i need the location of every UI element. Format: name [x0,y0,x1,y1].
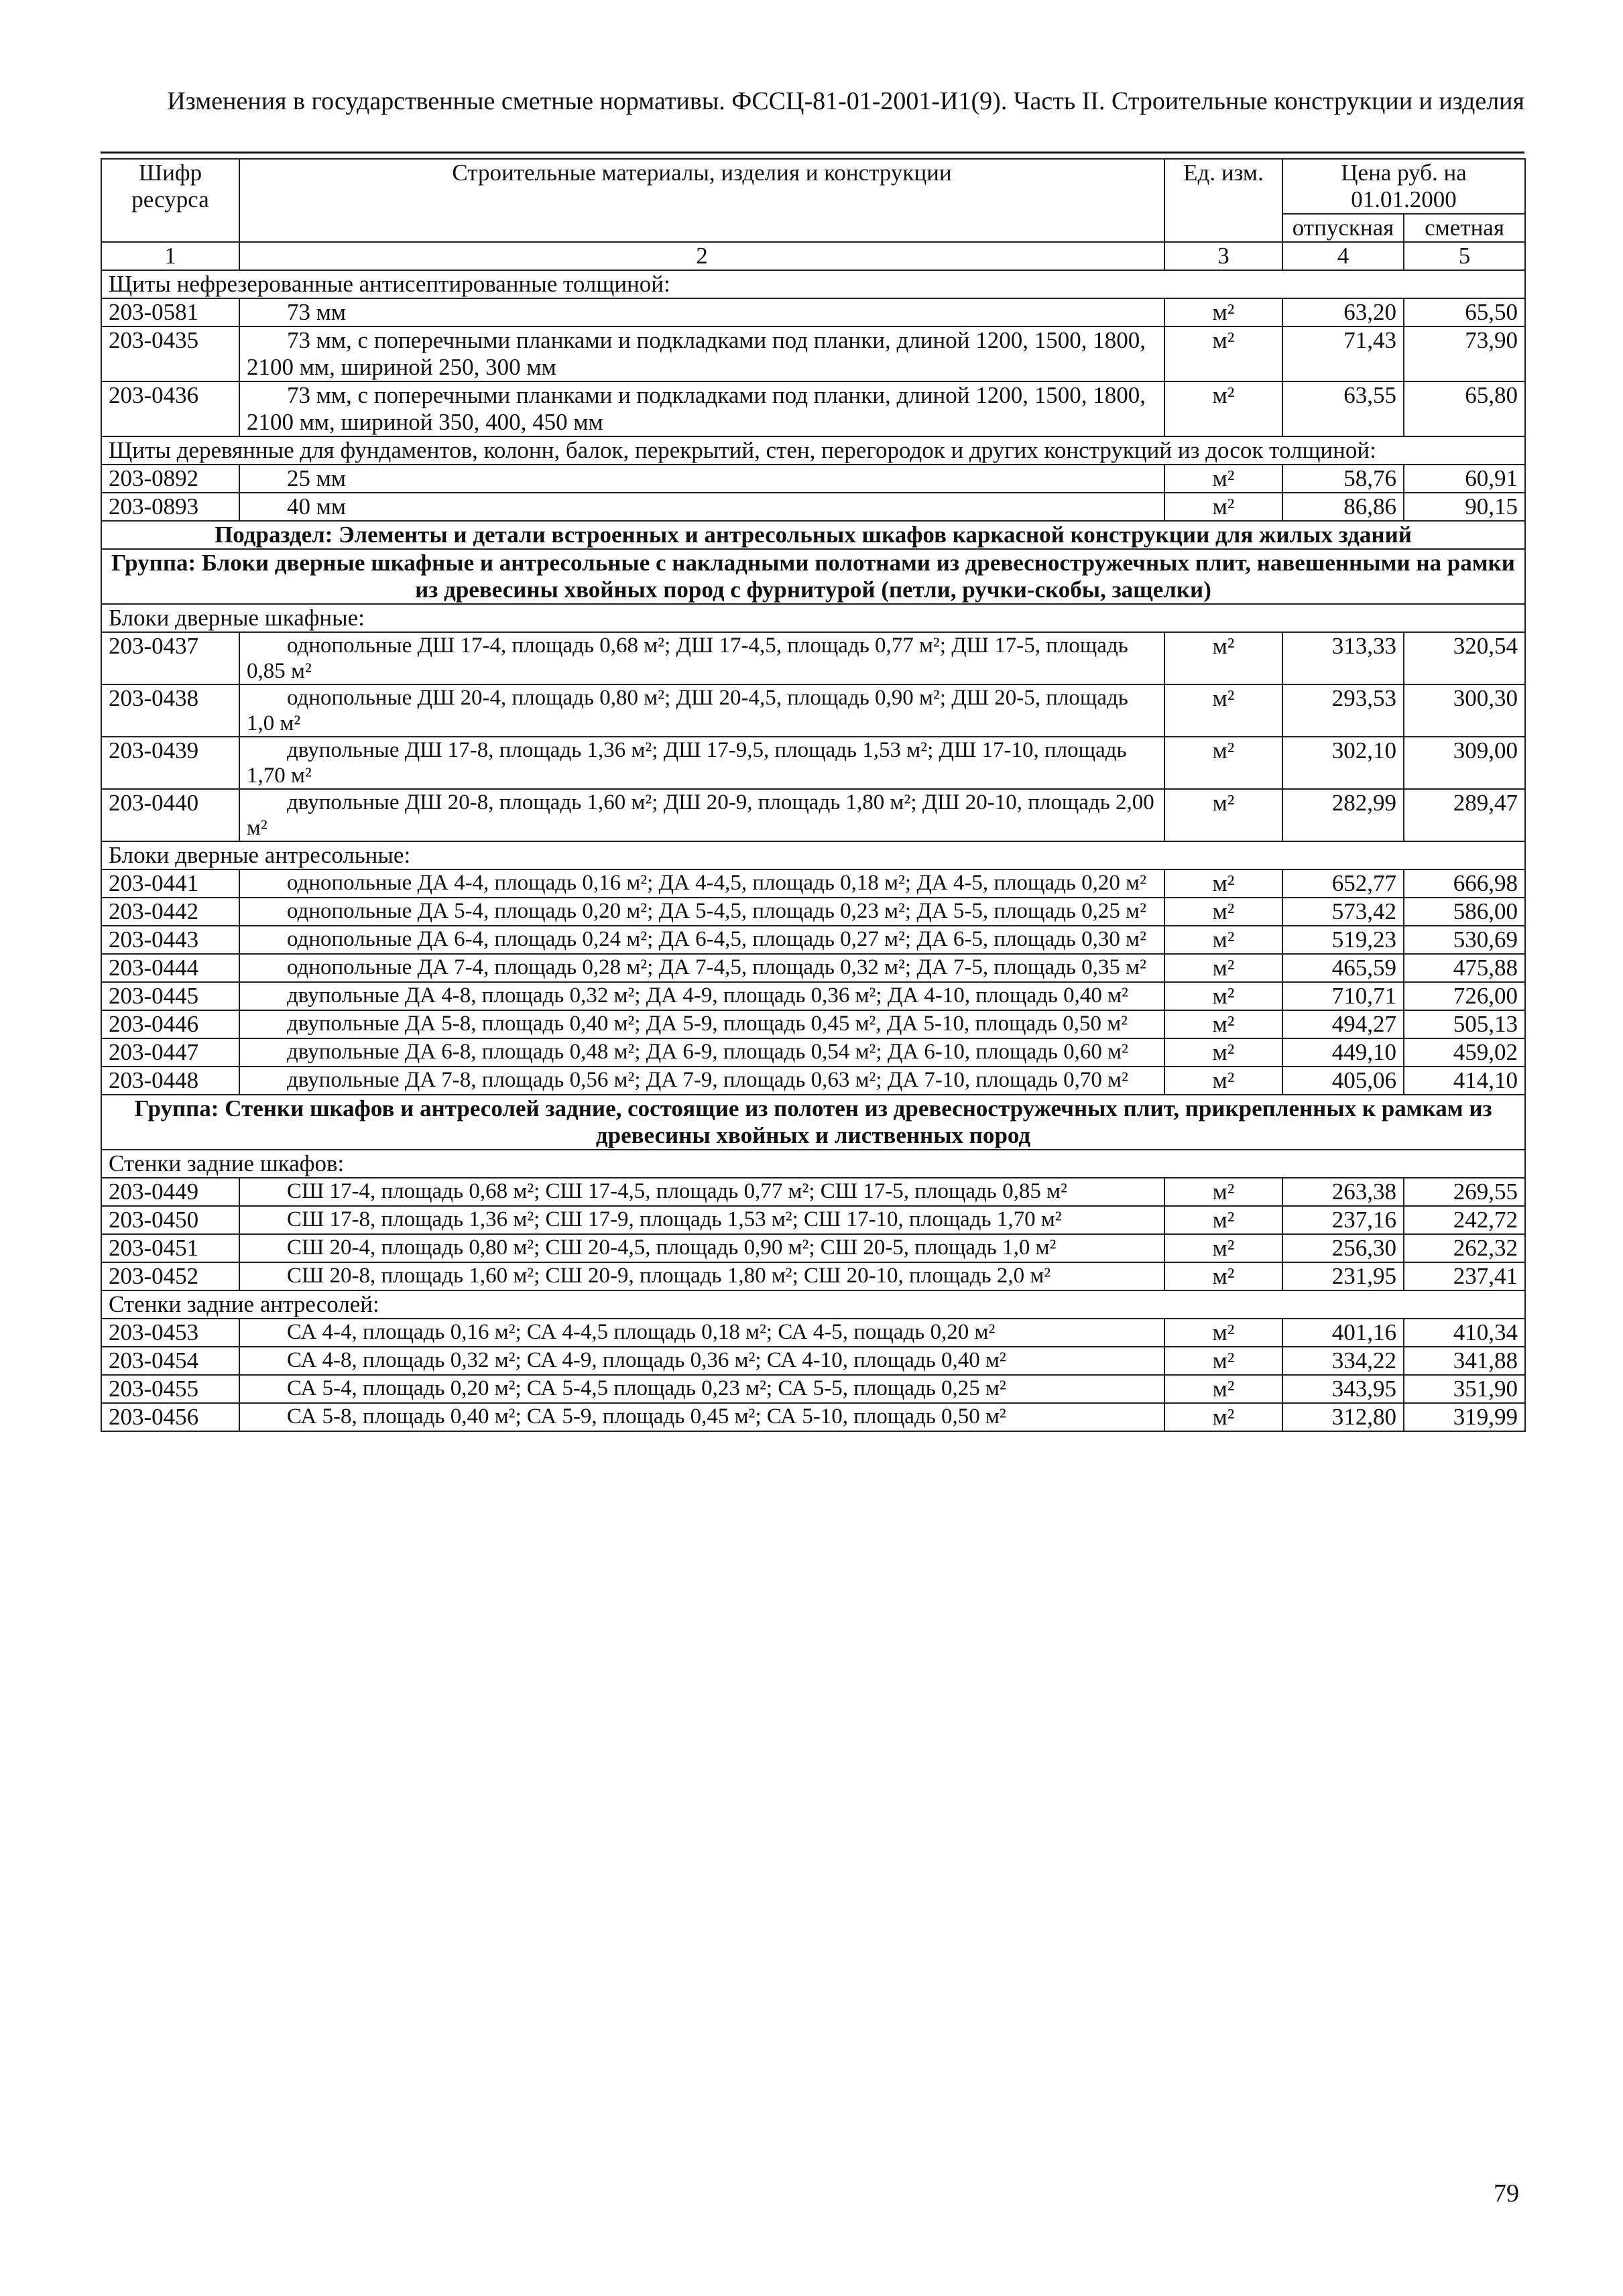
table-row [101,465,1525,493]
material-description: СШ 20-8, площадь 1,60 м²; СШ 20-9, площадь 1,80 м²; СШ 20-10, площадь 2,0 м² [239,1262,1164,1290]
release-price: 449,10 [1282,1038,1404,1067]
estimate-price: 289,47 [1404,789,1525,841]
resource-code: 203-0450 [101,1206,239,1234]
material-description: двупольные ДШ 17-8, площадь 1,36 м²; ДШ 17-9,5, площадь 1,53 м²; ДШ 17-10, площадь 1,70 м² [239,737,1164,789]
material-description: однопольные ДА 5-4, площадь 0,20 м²; ДА 5-4,5, площадь 0,23 м²; ДА 5-5, площадь 0,25 м² [239,898,1164,926]
col-header-code: Шифр ресурса [101,159,239,242]
resource-code: 203-0892 [101,465,239,493]
resource-code: 203-0449 [101,1178,239,1206]
col-number: 5 [1404,242,1525,270]
resource-code: 203-0448 [101,1067,239,1095]
col-header-unit: Ед. изм. [1164,159,1282,242]
release-price: 263,38 [1282,1178,1404,1206]
estimate-price: 242,72 [1404,1206,1525,1234]
header-rule [101,152,1524,154]
unit: м² [1164,954,1282,982]
release-price: 293,53 [1282,684,1404,737]
table-head [101,159,1525,270]
release-price: 334,22 [1282,1347,1404,1375]
table-row [101,381,1525,436]
table-row [101,898,1525,926]
material-description: СШ 17-4, площадь 0,68 м²; СШ 17-4,5, площадь 0,77 м²; СШ 17-5, площадь 0,85 м² [239,1178,1164,1206]
resource-code: 203-0893 [101,493,239,521]
estimate-price: 73,90 [1404,326,1525,381]
material-description: двупольные ДШ 20-8, площадь 1,60 м²; ДШ 20-9, площадь 1,80 м²; ДШ 20-10, площадь 2,00 м² [239,789,1164,841]
price-table [101,158,1526,1432]
table-row [101,1067,1525,1095]
unit: м² [1164,982,1282,1010]
col-header-release-price: отпускная [1282,214,1404,242]
table-row [101,1403,1525,1431]
table-row [101,737,1525,789]
estimate-price: 309,00 [1404,737,1525,789]
material-description: двупольные ДА 5-8, площадь 0,40 м²; ДА 5-9, площадь 0,45 м², ДА 5-10, площадь 0,50 м² [239,1010,1164,1038]
resource-code: 203-0440 [101,789,239,841]
material-description: 73 мм [239,298,1164,326]
table-row [101,1038,1525,1067]
material-description: двупольные ДА 4-8, площадь 0,32 м²; ДА 4-9, площадь 0,36 м²; ДА 4-10, площадь 0,40 м² [239,982,1164,1010]
group-title-row [101,1095,1525,1150]
resource-code: 203-0437 [101,632,239,684]
estimate-price: 530,69 [1404,926,1525,954]
table-row [101,1178,1525,1206]
material-description: СА 5-8, площадь 0,40 м²; СА 5-9, площадь 0,45 м²; СА 5-10, площадь 0,50 м² [239,1403,1164,1431]
release-price: 343,95 [1282,1375,1404,1403]
unit: м² [1164,1206,1282,1234]
unit: м² [1164,737,1282,789]
estimate-price: 351,90 [1404,1375,1525,1403]
unit: м² [1164,1403,1282,1431]
resource-code: 203-0453 [101,1319,239,1347]
resource-code: 203-0438 [101,684,239,737]
estimate-price: 410,34 [1404,1319,1525,1347]
estimate-price: 65,80 [1404,381,1525,436]
material-description: СА 4-4, площадь 0,16 м²; СА 4-4,5 площадь 0,18 м²; СА 4-5, пощадь 0,20 м² [239,1319,1164,1347]
subheading-row [101,270,1525,298]
resource-code: 203-0581 [101,298,239,326]
col-header-name: Строительные материалы, изделия и конструкции [239,159,1164,242]
page-header-title: Изменения в государственные сметные нормативы. ФССЦ-81-01-2001-И1(9). Часть II. Строительные конструкции и изделия [167,87,1524,115]
material-description: СА 4-8, площадь 0,32 м²; СА 4-9, площадь 0,36 м²; СА 4-10, площадь 0,40 м² [239,1347,1164,1375]
resource-code: 203-0441 [101,869,239,898]
material-description: 40 мм [239,493,1164,521]
material-description: однопольные ДШ 17-4, площадь 0,68 м²; ДШ 17-4,5, площадь 0,77 м²; ДШ 17-5, площадь 0,85 м² [239,632,1164,684]
release-price: 573,42 [1282,898,1404,926]
estimate-price: 269,55 [1404,1178,1525,1206]
col-number: 2 [239,242,1164,270]
material-description: двупольные ДА 6-8, площадь 0,48 м²; ДА 6-9, площадь 0,54 м²; ДА 6-10, площадь 0,60 м² [239,1038,1164,1067]
unit: м² [1164,1067,1282,1095]
subheading: Щиты нефрезерованные антисептированные толщиной: [101,270,1525,298]
resource-code: 203-0454 [101,1347,239,1375]
section-title-row [101,521,1525,549]
unit: м² [1164,1375,1282,1403]
material-description: однопольные ДШ 20-4, площадь 0,80 м²; ДШ 20-4,5, площадь 0,90 м²; ДШ 20-5, площадь 1,0 м² [239,684,1164,737]
estimate-price: 586,00 [1404,898,1525,926]
unit: м² [1164,898,1282,926]
unit: м² [1164,1347,1282,1375]
release-price: 465,59 [1282,954,1404,982]
table-row [101,1206,1525,1234]
material-description: СА 5-4, площадь 0,20 м²; СА 5-4,5 площадь 0,23 м²; СА 5-5, площадь 0,25 м² [239,1375,1164,1403]
table-row [101,326,1525,381]
resource-code: 203-0456 [101,1403,239,1431]
col-number: 3 [1164,242,1282,270]
resource-code: 203-0446 [101,1010,239,1038]
unit: м² [1164,1038,1282,1067]
group-title-row [101,549,1525,604]
material-description: однопольные ДА 7-4, площадь 0,28 м²; ДА 7-4,5, площадь 0,32 м²; ДА 7-5, площадь 0,35 м² [239,954,1164,982]
release-price: 63,20 [1282,298,1404,326]
table-row [101,298,1525,326]
material-description: 73 мм, с поперечными планками и подкладками под планки, длиной 1200, 1500, 1800, 2100 мм, шириной 250, 300 мм [239,326,1164,381]
material-description: 25 мм [239,465,1164,493]
material-description: однопольные ДА 6-4, площадь 0,24 м²; ДА 6-4,5, площадь 0,27 м²; ДА 6-5, площадь 0,30 м² [239,926,1164,954]
subheading: Щиты деревянные для фундаментов, колонн, балок, перекрытий, стен, перегородок и других конструкций из досок толщиной: [101,436,1525,465]
unit: м² [1164,1010,1282,1038]
table-row [101,1319,1525,1347]
estimate-price: 237,41 [1404,1262,1525,1290]
subheading-row [101,841,1525,869]
subheading-row [101,1290,1525,1319]
release-price: 312,80 [1282,1403,1404,1431]
subheading: Стенки задние шкафов: [101,1150,1525,1178]
estimate-price: 262,32 [1404,1234,1525,1262]
unit: м² [1164,493,1282,521]
unit: м² [1164,632,1282,684]
table-row [101,1375,1525,1403]
release-price: 237,16 [1282,1206,1404,1234]
table-body [101,270,1525,1431]
release-price: 58,76 [1282,465,1404,493]
release-price: 652,77 [1282,869,1404,898]
estimate-price: 414,10 [1404,1067,1525,1095]
estimate-price: 90,15 [1404,493,1525,521]
release-price: 71,43 [1282,326,1404,381]
estimate-price: 341,88 [1404,1347,1525,1375]
release-price: 405,06 [1282,1067,1404,1095]
estimate-price: 320,54 [1404,632,1525,684]
col-header-estimate-price: сметная [1404,214,1525,242]
table-row [101,493,1525,521]
subheading-row [101,604,1525,632]
material-description: СШ 20-4, площадь 0,80 м²; СШ 20-4,5, площадь 0,90 м²; СШ 20-5, площадь 1,0 м² [239,1234,1164,1262]
unit: м² [1164,326,1282,381]
col-number: 1 [101,242,239,270]
release-price: 282,99 [1282,789,1404,841]
resource-code: 203-0451 [101,1234,239,1262]
release-price: 519,23 [1282,926,1404,954]
resource-code: 203-0455 [101,1375,239,1403]
subheading: Блоки дверные антресольные: [101,841,1525,869]
unit: м² [1164,298,1282,326]
table-row [101,954,1525,982]
group-title: Группа: Стенки шкафов и антресолей задние, состоящие из полотен из древесностружечных плит, прикрепленных к рамкам из древесины хвойных и лиственных пород [101,1095,1525,1150]
resource-code: 203-0444 [101,954,239,982]
resource-code: 203-0442 [101,898,239,926]
material-description: СШ 17-8, площадь 1,36 м²; СШ 17-9, площадь 1,53 м²; СШ 17-10, площадь 1,70 м² [239,1206,1164,1234]
material-description: 73 мм, с поперечными планками и подкладками под планки, длиной 1200, 1500, 1800, 2100 мм, шириной 350, 400, 450 мм [239,381,1164,436]
table-row [101,684,1525,737]
release-price: 494,27 [1282,1010,1404,1038]
table-row [101,1010,1525,1038]
release-price: 710,71 [1282,982,1404,1010]
section-title: Подраздел: Элементы и детали встроенных и антресольных шкафов каркасной конструкции для жилых зданий [101,521,1525,549]
estimate-price: 505,13 [1404,1010,1525,1038]
release-price: 302,10 [1282,737,1404,789]
release-price: 313,33 [1282,632,1404,684]
table-row [101,789,1525,841]
resource-code: 203-0435 [101,326,239,381]
unit: м² [1164,1319,1282,1347]
table-row [101,1262,1525,1290]
subheading-row [101,1150,1525,1178]
unit: м² [1164,869,1282,898]
unit: м² [1164,465,1282,493]
resource-code: 203-0452 [101,1262,239,1290]
estimate-price: 319,99 [1404,1403,1525,1431]
resource-code: 203-0439 [101,737,239,789]
material-description: двупольные ДА 7-8, площадь 0,56 м²; ДА 7-9, площадь 0,63 м²; ДА 7-10, площадь 0,70 м² [239,1067,1164,1095]
unit: м² [1164,1262,1282,1290]
subheading: Блоки дверные шкафные: [101,604,1525,632]
release-price: 231,95 [1282,1262,1404,1290]
release-price: 63,55 [1282,381,1404,436]
resource-code: 203-0436 [101,381,239,436]
page-number: 79 [1494,2179,1519,2208]
estimate-price: 726,00 [1404,982,1525,1010]
unit: м² [1164,789,1282,841]
release-price: 86,86 [1282,493,1404,521]
resource-code: 203-0445 [101,982,239,1010]
unit: м² [1164,1234,1282,1262]
col-header-price: Цена руб. на 01.01.2000 [1282,159,1525,214]
release-price: 401,16 [1282,1319,1404,1347]
release-price: 256,30 [1282,1234,1404,1262]
subheading-row [101,436,1525,465]
material-description: однопольные ДА 4-4, площадь 0,16 м²; ДА 4-4,5, площадь 0,18 м²; ДА 4-5, площадь 0,20 м² [239,869,1164,898]
estimate-price: 65,50 [1404,298,1525,326]
estimate-price: 459,02 [1404,1038,1525,1067]
table-row [101,632,1525,684]
subheading: Стенки задние антресолей: [101,1290,1525,1319]
table-row [101,982,1525,1010]
estimate-price: 475,88 [1404,954,1525,982]
unit: м² [1164,926,1282,954]
table-row [101,1234,1525,1262]
estimate-price: 60,91 [1404,465,1525,493]
unit: м² [1164,684,1282,737]
table-row [101,1347,1525,1375]
col-number: 4 [1282,242,1404,270]
unit: м² [1164,381,1282,436]
unit: м² [1164,1178,1282,1206]
estimate-price: 300,30 [1404,684,1525,737]
estimate-price: 666,98 [1404,869,1525,898]
group-title: Группа: Блоки дверные шкафные и антресольные с накладными полотнами из древесностружечных плит, навешенными на рамки из древесины хвойных пород с фурнитурой (петли, ручки-скобы, защелки) [101,549,1525,604]
table-row [101,869,1525,898]
resource-code: 203-0443 [101,926,239,954]
table-row [101,926,1525,954]
resource-code: 203-0447 [101,1038,239,1067]
